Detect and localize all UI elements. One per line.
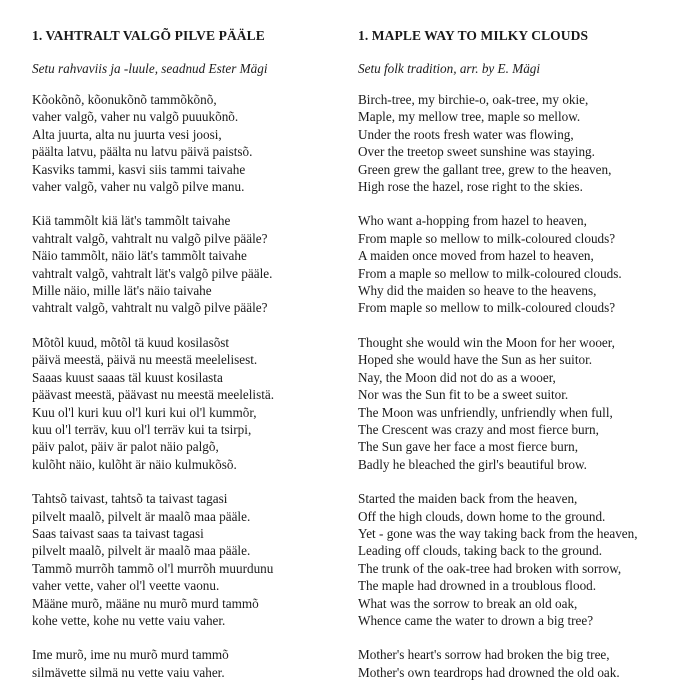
verse-line: Saaas kuust saaas täl kuust kosilasta [32, 369, 223, 385]
verse-line: Mõtõl kuud, mõtõl tä kuud kosilasõst [32, 334, 230, 350]
verse-line: Under the roots fresh water was flowing, [358, 126, 574, 142]
verse-line: From maple so mellow to milk-coloured clouds? [358, 230, 616, 246]
verse-line: Ime murõ, ime nu murõ murd tammõ [32, 647, 229, 663]
verse-line: The Sun gave her face a most fierce burn, [358, 439, 579, 455]
verse-line: A maiden once moved from hazel to heaven, [358, 248, 594, 264]
verse-line: Kasviks tammi, kasvi siis tammi taivahe [32, 161, 246, 177]
verse-line: Green grew the gallant tree, grew to the heaven, [358, 161, 612, 177]
verse-line: Maple, my mellow tree, maple so mellow. [358, 109, 581, 125]
verse-line: päävast meestä, päävast nu meestä meelelistä. [32, 387, 275, 403]
estonian-stanza-1 [32, 91, 342, 195]
verse-line: Whence came the water to drown a big tree? [358, 612, 594, 628]
verse-line: Mother's heart's sorrow had broken the big tree, [358, 647, 610, 663]
verse-line: Mille näio, mille lät's näio taivahe [32, 283, 212, 299]
verse-line: Nor was the Sun fit to be a sweet suitor. [358, 387, 569, 403]
verse-line: kohe vette, kohe nu vette vaiu vaher. [32, 612, 226, 628]
verse-line: Leading off clouds, taking back to the ground. [358, 543, 603, 559]
verse-line: Who want a-hopping from hazel to heaven, [358, 213, 587, 229]
verse-line: vahtralt valgõ, vahtralt nu valgõ pilve pääle? [32, 300, 268, 316]
estonian-stanza-2 [32, 212, 342, 316]
verse-line: What was the sorrow to break an old oak, [358, 595, 578, 611]
verse-line: vahtralt valgõ, vahtralt nu valgõ pilve pääle? [32, 230, 268, 246]
estonian-lyrics-column [32, 28, 342, 681]
verse-line: kuu ol'l terräv, kuu ol'l terräv kui ta tsirpi, [32, 421, 252, 437]
english-title: 1. MAPLE WAY TO MILKY CLOUDS [358, 28, 589, 43]
verse-line: High rose the hazel, rose right to the skies. [358, 179, 583, 195]
verse-line: pilvelt maalõ, pilvelt är maalõ maa pääle. [32, 543, 251, 559]
verse-line: From a maple so mellow to milk-coloured clouds. [358, 265, 622, 281]
verse-line: päälta latvu, päälta nu latvu päivä paistsõ. [32, 144, 253, 160]
estonian-stanza-5 [32, 646, 342, 681]
verse-line: vaher vette, vaher ol'l veette vaonu. [32, 578, 220, 594]
verse-line: Määne murõ, määne nu murõ murd tammõ [32, 595, 259, 611]
verse-line: vaher valgõ, vaher nu valgõ puuukõnõ. [32, 109, 239, 125]
verse-line: vaher valgõ, vaher nu valgõ pilve manu. [32, 179, 245, 195]
verse-line: Saas taivast saas ta taivast tagasi [32, 525, 204, 541]
verse-line: Thought she would win the Moon for her wooer, [358, 334, 615, 350]
verse-line: The Moon was unfriendly, unfriendly when full, [358, 404, 613, 420]
verse-line: silmävette silmä nu vette vaiu vaher. [32, 664, 225, 680]
verse-line: The trunk of the oak-tree had broken with sorrow, [358, 560, 622, 576]
english-stanza-4 [358, 490, 688, 629]
verse-line: Yet - gone was the way taking back from the heaven, [358, 525, 638, 541]
english-subtitle: Setu folk tradition, arr. by E. Mägi [358, 61, 541, 76]
english-stanza-2 [358, 212, 688, 316]
verse-line: Tahtsõ taivast, tahtsõ ta taivast tagasi [32, 491, 228, 507]
verse-line: Kuu ol'l kuri kuu ol'l kuri kui ol'l kummõr, [32, 404, 257, 420]
verse-line: päiv palot, päiv är palot näio palgõ, [32, 439, 219, 455]
english-lyrics-column [358, 28, 688, 681]
english-stanza-1 [358, 91, 688, 195]
verse-line: vahtralt valgõ, vahtralt lät's valgõ pilve pääle. [32, 265, 273, 281]
verse-line: Off the high clouds, down home to the ground. [358, 508, 606, 524]
verse-line: Over the treetop sweet sunshine was staying. [358, 144, 595, 160]
verse-line: Alta juurta, alta nu juurta vesi joosi, [32, 126, 222, 142]
verse-line: Tammõ murrõh tammõ ol'l murrõh muurdunu [32, 560, 274, 576]
verse-line: Kõokõnõ, kõonukõnõ tammõkõnõ, [32, 92, 217, 107]
verse-line: From maple so mellow to milk-coloured clouds? [358, 300, 616, 316]
verse-line: päivä meestä, päivä nu meestä meelelisest. [32, 352, 258, 368]
verse-line: Näio tammõlt, näio lät's tammõlt taivahe [32, 248, 247, 264]
verse-line: Badly he bleached the girl's beautiful brow. [358, 456, 587, 472]
verse-line: Birch-tree, my birchie-o, oak-tree, my okie, [358, 92, 589, 107]
estonian-subtitle: Setu rahvaviis ja -luule, seadnud Ester Mägi [32, 61, 268, 76]
english-stanza-3 [358, 334, 688, 473]
verse-line: Mother's own teardrops had drowned the old oak. [358, 664, 620, 680]
verse-line: Kiä tammõlt kiä lät's tammõlt taivahe [32, 213, 231, 229]
estonian-stanza-4 [32, 490, 342, 629]
verse-line: The maple had drowned in a troublous flood. [358, 578, 597, 594]
verse-line: Hoped she would have the Sun as her suitor. [358, 352, 593, 368]
verse-line: Started the maiden back from the heaven, [358, 491, 578, 507]
estonian-title: 1. VAHTRALT VALGÕ PILVE PÄÄLE [32, 28, 265, 43]
english-stanza-5 [358, 646, 688, 681]
verse-line: pilvelt maalõ, pilvelt är maalõ maa pääle. [32, 508, 251, 524]
estonian-stanza-3 [32, 334, 342, 473]
verse-line: Nay, the Moon did not do as a wooer, [358, 369, 556, 385]
verse-line: Why did the maiden so heave to the heavens, [358, 283, 597, 299]
verse-line: kulõht näio, kulõht är näio kulmukõsõ. [32, 456, 237, 472]
verse-line: The Crescent was crazy and most fierce burn, [358, 421, 599, 437]
